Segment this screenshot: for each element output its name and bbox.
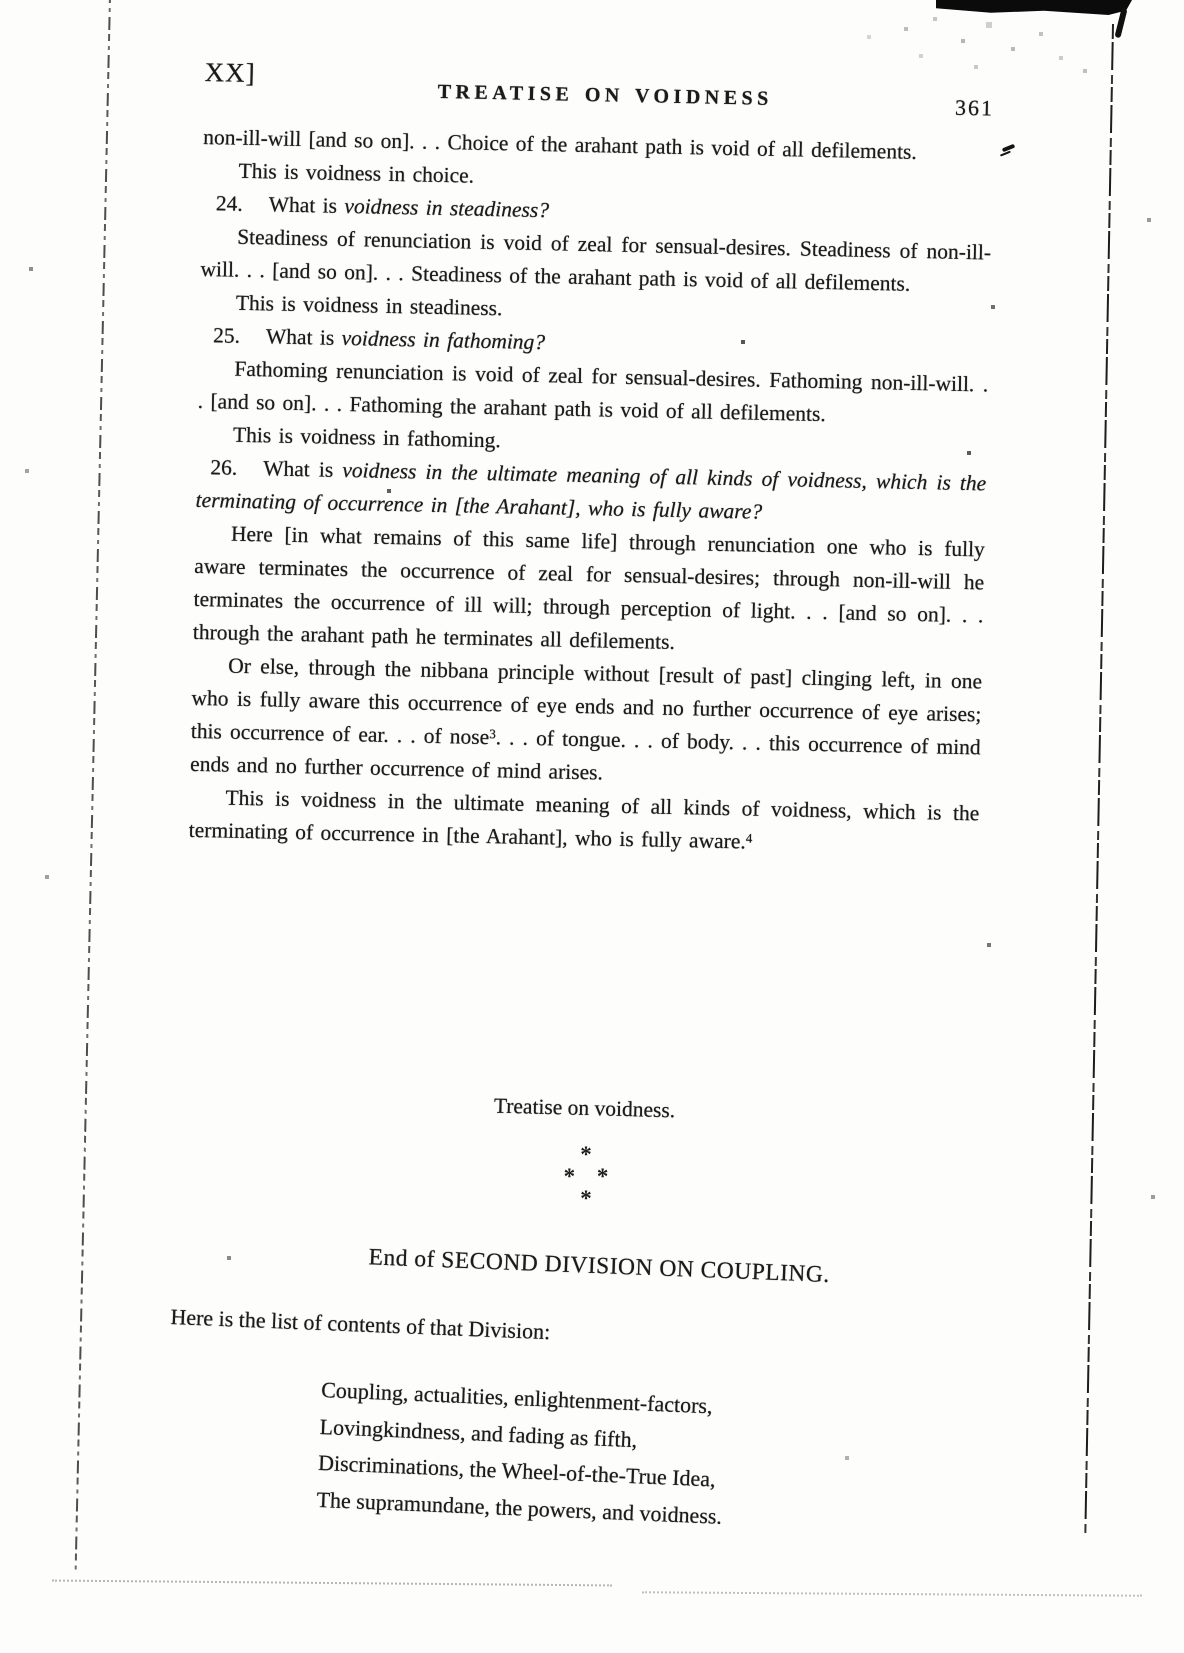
orelse-text-after-footnote: . . . of tongue. . . of body. . . this occurrence of mind ends and no further occurrence of mind arises. [189, 725, 981, 785]
footnote-ref-4: 4 [745, 830, 753, 846]
division-end-heading: End of SECOND DIVISION ON COUPLING. [368, 1244, 831, 1288]
scan-artifact-ink-mark [1002, 144, 1016, 153]
paragraph-26-here: Here [in what remains of this same life] through renunciation one who is fully aware terminates the occurrence of zeal for sensual-desires; through non-ill-will he terminates the occurrence of ill will; through perception of light. . . [and so on]. . . through the arahant path he terminates all defilements. [192, 521, 986, 654]
scan-artifact-black-band [936, 0, 1132, 15]
paragraph-24-close: This is voidness in steadiness. [235, 290, 503, 321]
question-25-lead: What is [265, 324, 342, 350]
paragraph-24: Steadiness of renunciation is void of zeal for sensual-desires. Steadiness of non-ill-will. . . [and so on]. . . Steadiness of the arahant path is void of all defilements. [200, 224, 992, 296]
question-24-lead: What is [268, 192, 345, 218]
chapter-marker: XX] [204, 56, 256, 89]
contents-intro-line: Here is the list of contents of that Division: [169, 1304, 551, 1345]
verse-line-3: Discriminations, the Wheel-of-the-True Idea, [317, 1449, 717, 1492]
star-row-top: * [580, 1142, 592, 1167]
star-row-middle: * * [563, 1164, 609, 1189]
verse-line-4: The supramundane, the powers, and voidness. [316, 1486, 723, 1529]
scan-noise-speckles [0, 0, 2, 2]
star-row-bottom: * [580, 1186, 592, 1211]
footnote-ref-3: 3 [489, 726, 496, 742]
star-divider [531, 1144, 641, 1210]
treatise-end-line: Treatise on voidness. [493, 1093, 676, 1123]
question-25-number: 25. [212, 323, 241, 348]
close-text: This is voidness in the ultimate meaning of all kinds of voidness, which is the terminating of occurrence in [the Arahant], who is fully aware. [188, 785, 980, 854]
page-header [204, 56, 995, 125]
text-column [188, 56, 994, 863]
verse-line-1: Coupling, actualities, enlightenment-factors, [320, 1376, 714, 1419]
question-25-text: voidness in fathoming? [341, 325, 546, 355]
paragraph-continuation: non-ill-will [and so on]. . . Choice of the arahant path is void of all defilements. [203, 124, 918, 164]
contents-verse [316, 1372, 727, 1535]
paragraph-25: Fathoming renunciation is void of zeal for sensual-desires. Fathoming non-ill-will. . . [and so on]. . . Fathoming the arahant path is void of all defilements. [197, 356, 989, 427]
page-number: 361 [954, 94, 995, 121]
question-26-lead: What is [263, 456, 343, 482]
paragraph-25-close: This is voidness in fathoming. [232, 422, 502, 453]
orelse-text-before-footnote: Or else, through the nibbana principle without [result of past] clinging left, in one who is fully aware this occurrence of eye ends and no further occurrence of eye arises; this occurrence of ear. . . of nose [190, 653, 983, 750]
bottom-dotted-line-2 [642, 1591, 1142, 1596]
bottom-dotted-line [52, 1580, 612, 1587]
question-26-number: 26. [210, 455, 238, 480]
verse-line-2: Lovingkindness, and fading as fifth, [319, 1413, 638, 1452]
question-24-number: 24. [215, 191, 244, 216]
left-margin-rule [75, 0, 111, 1574]
question-24-text: voidness in steadiness? [344, 193, 550, 223]
paragraph-26-orelse [190, 649, 983, 798]
question-26-text: voidness in the ultimate meaning of all kinds of voidness, which is the terminating of occurrence in [the Arahant], who is fully aware? [195, 457, 987, 524]
right-margin-rule [1084, 24, 1114, 1536]
paragraph-choice-close: This is voidness in choice. [238, 158, 475, 188]
running-title: TREATISE ON VOIDNESS [437, 80, 774, 110]
